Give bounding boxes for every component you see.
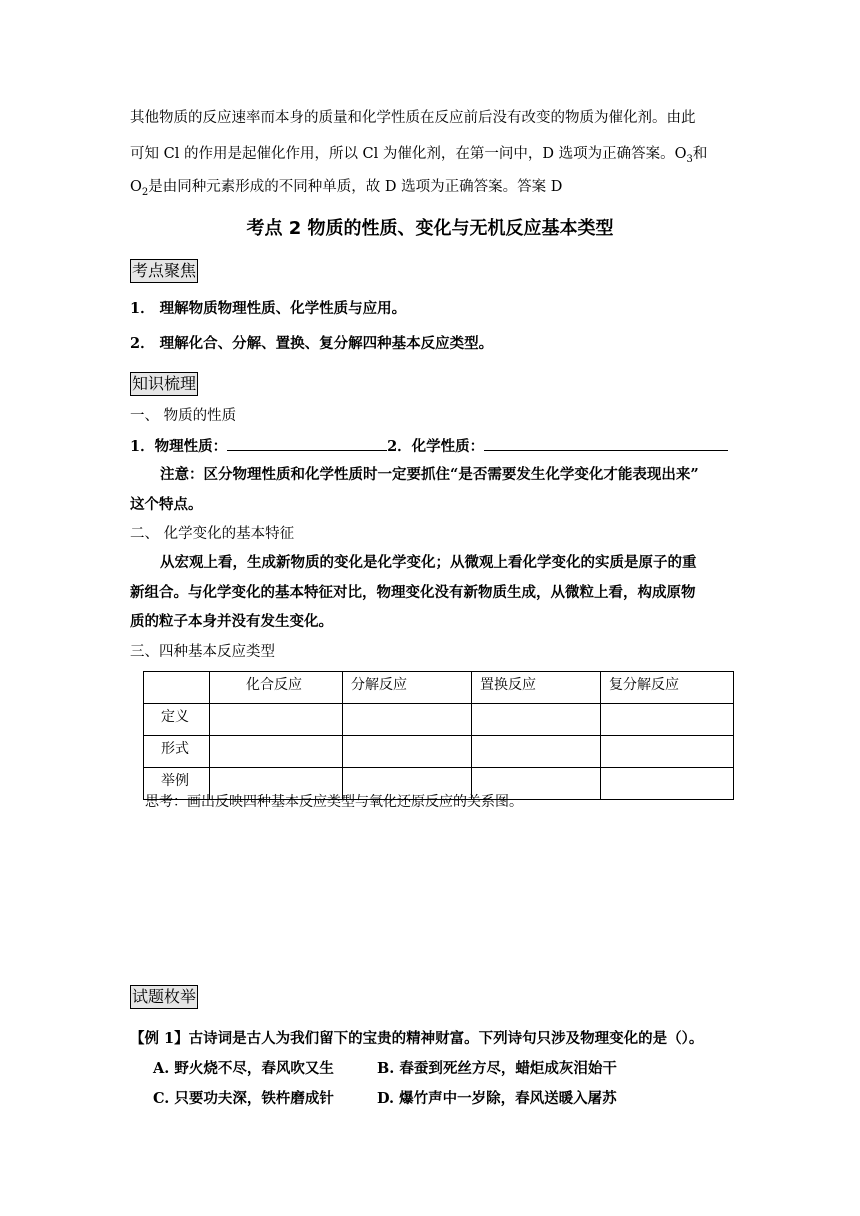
intro-line-3 xyxy=(130,177,562,197)
intro-line-2 xyxy=(130,144,707,164)
focus-item-1: 1． 理解物质物理性质、化学性质与应用。 xyxy=(130,300,407,317)
intro-line-1: 其他物质的反应速率而本身的质量和化学性质在反应前后没有改变的物质为催化剂。由此 xyxy=(130,110,696,126)
intro-line-2-end: 和 xyxy=(692,146,708,162)
para-line-2: 新组合。与化学变化的基本特征对比，物理变化没有新物质生成，从微粒上看，构成原物 xyxy=(130,584,696,601)
section-title: 考点 2 物质的性质、变化与无机反应基本类型 xyxy=(246,218,614,239)
o2-subscript: 2 xyxy=(141,186,149,198)
intro-line-3-text: 是由同种元素形成的不同种单质，故 D 选项为正确答案。答案 D xyxy=(148,179,563,195)
table-header-empty xyxy=(144,672,210,704)
physical-property-label: 1．物理性质： xyxy=(130,438,228,455)
part1-title: 一、 物质的性质 xyxy=(130,408,237,424)
row-label-definition: 定义 xyxy=(144,704,210,736)
note-line-1: 注意：区分物理性质和化学性质时一定要抓住“是否需要发生化学变化才能表现出来” xyxy=(160,466,699,483)
table-cell[interactable] xyxy=(210,736,343,768)
chemical-property-label: 2．化学性质： xyxy=(387,438,485,455)
part2-title: 二、 化学变化的基本特征 xyxy=(130,526,295,542)
table-cell[interactable] xyxy=(601,768,734,800)
table-cell[interactable] xyxy=(210,704,343,736)
para-line-1: 从宏观上看，生成新物质的变化是化学变化；从微观上看化学变化的实质是原子的重 xyxy=(160,554,697,571)
note-line-2: 这个特点。 xyxy=(130,496,203,513)
physical-property-blank[interactable] xyxy=(227,436,387,451)
o2-symbol: O xyxy=(130,179,142,195)
option-b[interactable]: B. 春蚕到死丝方尽，蜡炬成灰泪始干 xyxy=(377,1060,617,1077)
table-cell[interactable] xyxy=(472,736,601,768)
table-cell[interactable] xyxy=(601,704,734,736)
table-header-decomposition: 分解反应 xyxy=(343,672,472,704)
chemical-property-blank[interactable] xyxy=(484,436,728,451)
option-c[interactable]: C. 只要功夫深，铁杵磨成针 xyxy=(153,1090,334,1107)
table-cell[interactable] xyxy=(472,704,601,736)
table-row xyxy=(144,736,734,768)
row-label-example: 举例 xyxy=(144,768,210,800)
table-header-displacement: 置换反应 xyxy=(472,672,601,704)
table-cell[interactable] xyxy=(601,736,734,768)
row-label-form: 形式 xyxy=(144,736,210,768)
example-1-question: 【例 1】古诗词是古人为我们留下的宝贵的精神财富。下列诗句只涉及物理变化的是（）。 xyxy=(130,1030,704,1047)
examples-heading: 试题枚举 xyxy=(130,985,198,1009)
part3-title: 三、四种基本反应类型 xyxy=(130,644,275,660)
properties-line xyxy=(130,436,728,457)
para-line-3: 质的粒子本身并没有发生变化。 xyxy=(130,613,333,630)
table-cell[interactable] xyxy=(343,736,472,768)
option-d[interactable]: D. 爆竹声中一岁除，春风送暖入屠苏 xyxy=(377,1090,617,1107)
intro-line-2-text: 可知 Cl 的作用是起催化作用，所以 Cl 为催化剂，在第一问中，D 选项为正确答案。O xyxy=(130,146,687,162)
table-row xyxy=(144,704,734,736)
focus-item-2: 2． 理解化合、分解、置换、复分解四种基本反应类型。 xyxy=(130,335,494,352)
think-prompt: 思考：画出反映四种基本反应类型与氧化还原反应的关系图。 xyxy=(145,794,523,810)
table-header-combination: 化合反应 xyxy=(210,672,343,704)
table-cell[interactable] xyxy=(343,704,472,736)
table-header-double-displacement: 复分解反应 xyxy=(601,672,734,704)
table-header-row xyxy=(144,672,734,704)
o3-subscript: 3 xyxy=(686,153,693,165)
focus-heading: 考点聚焦 xyxy=(130,259,198,283)
option-a[interactable]: A. 野火烧不尽，春风吹又生 xyxy=(153,1060,334,1077)
reaction-types-table xyxy=(143,671,734,800)
knowledge-heading: 知识梳理 xyxy=(130,372,198,396)
